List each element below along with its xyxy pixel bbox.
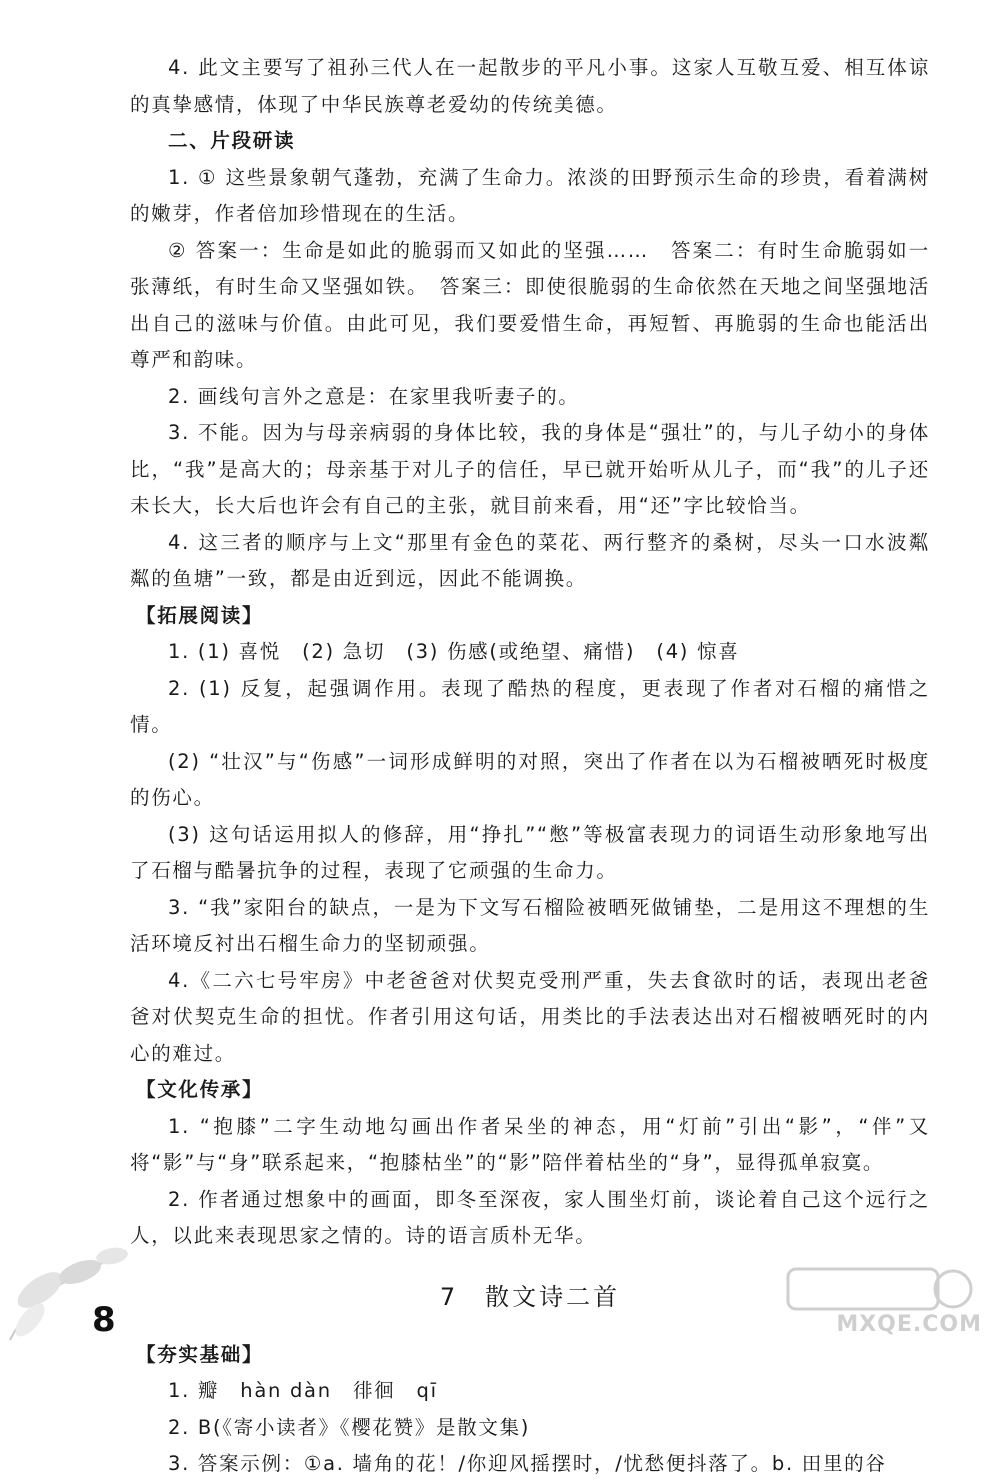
answer-paragraph: 1. (1) 喜悦 (2) 急切 (3) 伤感(或绝望、痛惜) (4) 惊喜 [168, 640, 740, 663]
answer-paragraph: 4. 这三者的顺序与上文“那里有金色的菜花、两行整齐的桑树，尽头一口水波粼粼的鱼塘”一致，都是由近到远，因此不能调换。 [130, 530, 930, 590]
answer-paragraph: (2) “壮汉”与“伤感”一词形成鲜明的对照，突出了作者在以为石榴被晒死时极度的伤心。 [130, 749, 930, 809]
chapter-title: 7 散文诗二首 [439, 1282, 621, 1311]
answer-paragraph: 4.《二六七号牢房》中老爸爸对伏契克受刑严重，失去食欲时的话，表现出老爸爸对伏契克生命的担忧。作者引用这句话，用类比的手法表达出对石榴被晒死时的内心的难过。 [130, 968, 930, 1065]
answer-paragraph: 1. ① 这些景象朝气蓬勃，充满了生命力。浓淡的田野预示生命的珍贵，看着满树的嫩芽，作者倍加珍惜现在的生活。 [130, 165, 930, 225]
answer-paragraph: 3. 不能。因为与母亲病弱的身体比较，我的身体是“强壮”的，与儿子幼小的身体比，“我”是高大的；母亲基于对儿子的信任，早已就开始听从儿子，而“我”的儿子还未长大，长大后也许会有自己的主张，就目前来看，用“还”字比较恰当。 [130, 421, 930, 517]
answer-paragraph: ② 答案一：生命是如此的脆弱而又如此的坚强…… 答案二：有时生命脆弱如一张薄纸，有时生命又坚强如铁。 答案三：即使很脆弱的生命依然在天地之间坚强地活出自己的滋味与价值。由此可见，我们要爱惜生命，再短暂、再脆弱的生命也能活出尊严和韵味。 [130, 238, 930, 371]
section-heading: 【拓展阅读】 [136, 603, 264, 627]
section-heading: 【夯实基础】 [136, 1342, 264, 1366]
answer-paragraph: 3. 答案示例：①a. 墙角的花！/你迎风摇摆时，/忧愁便抖落了。b. 田里的谷 [168, 1452, 887, 1475]
watermark-text: MXQE.COM [836, 1312, 982, 1337]
answer-paragraph: 2. (1) 反复，起强调作用。表现了酷热的程度，更表现了作者对石榴的痛惜之情。 [130, 676, 930, 736]
answer-paragraph: 2. 画线句言外之意是：在家里我听妻子的。 [168, 384, 580, 408]
watermark-logo [748, 1265, 988, 1339]
section-heading: 【文化传承】 [136, 1078, 264, 1101]
answer-paragraph: 1. 瓣 hàn dàn 徘徊 qī [168, 1379, 438, 1402]
answer-paragraph: 2. B(《寄小读者》《樱花赞》是散文集) [168, 1415, 531, 1439]
page-number: 8 [92, 1300, 116, 1340]
answer-paragraph: 3. “我”家阳台的缺点，一是为下文写石榴险被晒死做铺垫，二是用这不理想的生活环境反衬出石榴生命力的坚韧顽强。 [130, 895, 930, 955]
leaf-decoration-icon [0, 1220, 150, 1343]
answer-paragraph: 1. “抱膝”二字生动地勾画出作者呆坐的神态，用“灯前”引出“影”，“伴”又将“影”与“身”联系起来，“抱膝枯坐”的“影”陪伴着枯坐的“身”，显得孤单寂寞。 [130, 1114, 930, 1174]
answer-paragraph: (3) 这句话运用拟人的修辞，用“挣扎”“憋”等极富表现力的词语生动形象地写出了石榴与酷暑抗争的过程，表现了它顽强的生命力。 [130, 822, 930, 882]
answer-paragraph: 2. 作者通过想象中的画面，即冬至深夜，家人围坐灯前，谈论着自己这个远行之人，以此来表现思家之情的。诗的语言质朴无华。 [130, 1187, 930, 1247]
answer-paragraph: 4. 此文主要写了祖孙三代人在一起散步的平凡小事。这家人互敬互爱、相互体谅的真挚感情，体现了中华民族尊老爱幼的传统美德。 [130, 56, 930, 116]
section-heading: 二、片段研读 [168, 129, 296, 152]
